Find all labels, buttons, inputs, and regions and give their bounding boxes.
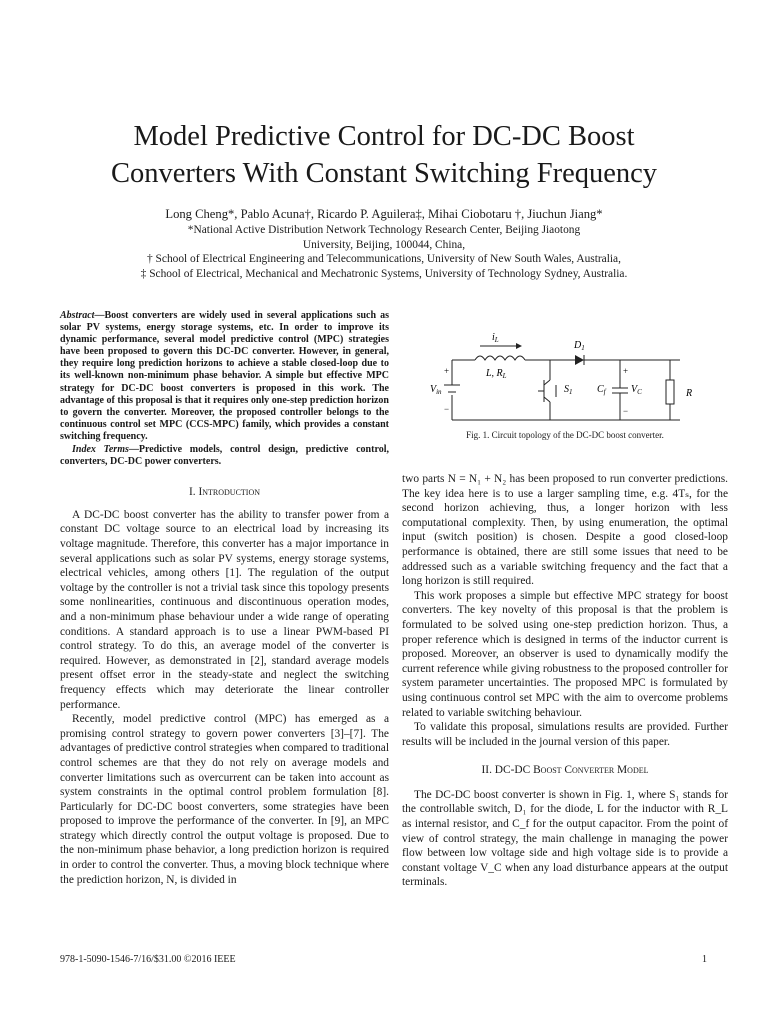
output-plus: +: [623, 366, 629, 376]
svg-text:Cf: [597, 384, 607, 396]
svg-text:S1: [564, 384, 573, 396]
diode-label: D: [574, 340, 582, 351]
svg-text:Vin: [430, 384, 442, 396]
affiliation-1-line-2: University, Beijing, 100044, China,: [302, 239, 466, 251]
index-terms: [60, 444, 389, 468]
index-terms-text: —Predictive models, control design, predictive control, converters, DC-DC power converters.: [60, 444, 389, 468]
inductor-label-sub: L: [502, 372, 507, 380]
abstract-text: —Boost converters are widely used in several applications such as solar PV systems, energy storage systems, etc. In order to improve its dynamic performance, several model predictive control (MPC) strategies have been proposed to govern this DC-DC converter. However, in general, they require long prediction horizons to achieve a stable closed-loop due to its well-known non-minimum phase behavior. A simple but effective MPC strategy for DC-DC boost converters is proposed in this work. The advantage of this proposal is that it requires only one-step prediction horizon to govern the converter. Moreover, the proposed controller belongs to the continuous control set MPC (CCS-MPC) family, which provides a constant switching frequency.: [60, 310, 389, 442]
switch-label-sub: 1: [569, 388, 573, 396]
svg-text:iL: [492, 332, 499, 344]
output-voltage-label: V: [631, 384, 638, 395]
input-voltage-label: V: [430, 384, 437, 395]
right-paragraph-4: The DC-DC boost converter is shown in Fig. 1, where S₁ stands for the controllable switch, D₁ for the diode, L for the inductor with R_L as internal resistor, and C_f for the output capacitor. From the point of view of control strategy, the main challenge in managing the power flow between low voltage side and high voltage side is to provide a constant voltage V_C when any load disturbance appears at the output terminals.: [402, 788, 728, 889]
svg-text:VC: [631, 384, 642, 396]
paper-title: [0, 118, 768, 192]
capacitor-label: C: [597, 384, 604, 395]
inductor-label: L, R: [486, 368, 503, 379]
affiliation-3: ‡ School of Electrical, Mechanical and Mechatronic Systems, University of Technology Sydney, Australia.: [140, 268, 628, 280]
intro-paragraph-1: A DC-DC boost converter has the ability to transfer power from a constant DC voltage source to an electrical load by increasing its voltage magnitude. Therefore, this converter has a major importance in several applications such as solar PV systems, energy storage systems, electrical vehicles, among others [1]. The regulation of the output voltage by the controller is not a trivial task since this topology presents some nonlinearities, continuous and discontinuous operation modes, and a non-minimum phase behaviour under a wide range of operating conditions. A standard approach is to use a linear PWM-based PI control strategy. To do this, an average model of the converter is required. However, as demonstrated in [2], standard average models present offset error in the steady-state and neglect the switching frequency effects which may deteriorate the linear controller performance.: [60, 508, 389, 711]
abstract-label: Abstract: [60, 310, 95, 321]
output-voltage-label-sub: C: [637, 388, 642, 396]
input-voltage-label-sub: in: [436, 388, 442, 396]
affiliation-2: † School of Electrical Engineering and Telecommunications, University of New South Wales, Australia,: [147, 253, 621, 265]
intro-paragraph-2: Recently, model predictive control (MPC) has emerged as a promising control strategy to govern power converters [3]–[7]. The advantages of predictive control strategies when compared to traditional control schemes are that they do not rely on average models and converter limitations such as overcurrent can be taken into account as system constraints in the optimal control problem formulation [8]. Particularly for DC-DC boost converters, some strategies have been proposed to improve the performance of the converter. In [9], an MPC strategy which directly control the output voltage is proposed. Due to the non-minimum phase behavior, a long prediction horizon is required in order to control the converter. Thus, a moving block technique where the prediction horizon, N, is divided in: [60, 713, 389, 886]
page-number: 1: [702, 954, 707, 965]
authors: Long Cheng*, Pablo Acuna†, Ricardo P. Aguilera‡, Mihai Ciobotaru †, Jiuchun Jiang*: [165, 207, 603, 221]
title-line-2: Converters With Constant Switching Frequency: [110, 158, 658, 189]
input-plus: +: [444, 366, 450, 376]
abstract: [60, 310, 389, 443]
input-minus: −: [444, 404, 450, 414]
circuit-figure: [420, 330, 720, 430]
svg-text:D1: [573, 340, 585, 352]
diode-label-sub: 1: [581, 344, 585, 352]
right-column: [402, 472, 728, 890]
right-paragraph-2: This work proposes a simple but effective MPC strategy for boost converters. The key novelty of this proposal is that the problem is formulated to be solved using one-step prediction horizon. Thus, a proper reference which is designed in terms of the inductor current is proposed. Moreover, an observer is used to dynamically modify the current reference while giving robustness to the proposed controller for system parameter uncertainties. The proposed MPC is formulated by using continuous control set MPC with the aim to overcome problems related to variable switching behaviour.: [402, 589, 728, 719]
output-minus: −: [623, 406, 629, 416]
switch-label: S: [564, 384, 569, 395]
load-label: R: [686, 388, 693, 399]
title-line-1: Model Predictive Control for DC-DC Boost: [133, 121, 635, 152]
left-column: [60, 310, 389, 887]
section-1-heading: I. Introduction: [188, 486, 261, 499]
capacitor-label-sub: f: [603, 388, 606, 396]
current-label-sub: L: [494, 336, 499, 344]
right-paragraph-1: two parts N = N₁ + N₂ has been proposed to run converter predictions. The key idea here is to use a larger sampling time, e.g. 4Tₛ, for the second horizon achieving, thus, a longer horizon with less computational complexity. Then, by using enumeration, the optimal input (switch position) is chosen. Despite a good closed-loop performance is obtained, there are still some issues that need to be addressed such as a variable switching frequency and the fact that a long horizon is still required.: [402, 473, 728, 588]
index-terms-label: Index Terms: [72, 444, 129, 456]
svg-text:L, RL: [485, 368, 507, 380]
right-paragraph-3: To validate this proposal, simulations results are provided. Further results will be included in the journal version of this paper.: [402, 721, 728, 748]
affiliation-1-line-1: *National Active Distribution Network Technology Research Center, Beijing Jiaotong: [187, 224, 581, 236]
figure-caption: Fig. 1. Circuit topology of the DC-DC boost converter.: [466, 430, 664, 440]
current-label: i: [492, 332, 495, 343]
section-2-heading: II. DC-DC Boost Converter Model: [481, 764, 649, 777]
footer-copyright: 978-1-5090-1546-7/16/$31.00 ©2016 IEEE: [60, 954, 236, 965]
